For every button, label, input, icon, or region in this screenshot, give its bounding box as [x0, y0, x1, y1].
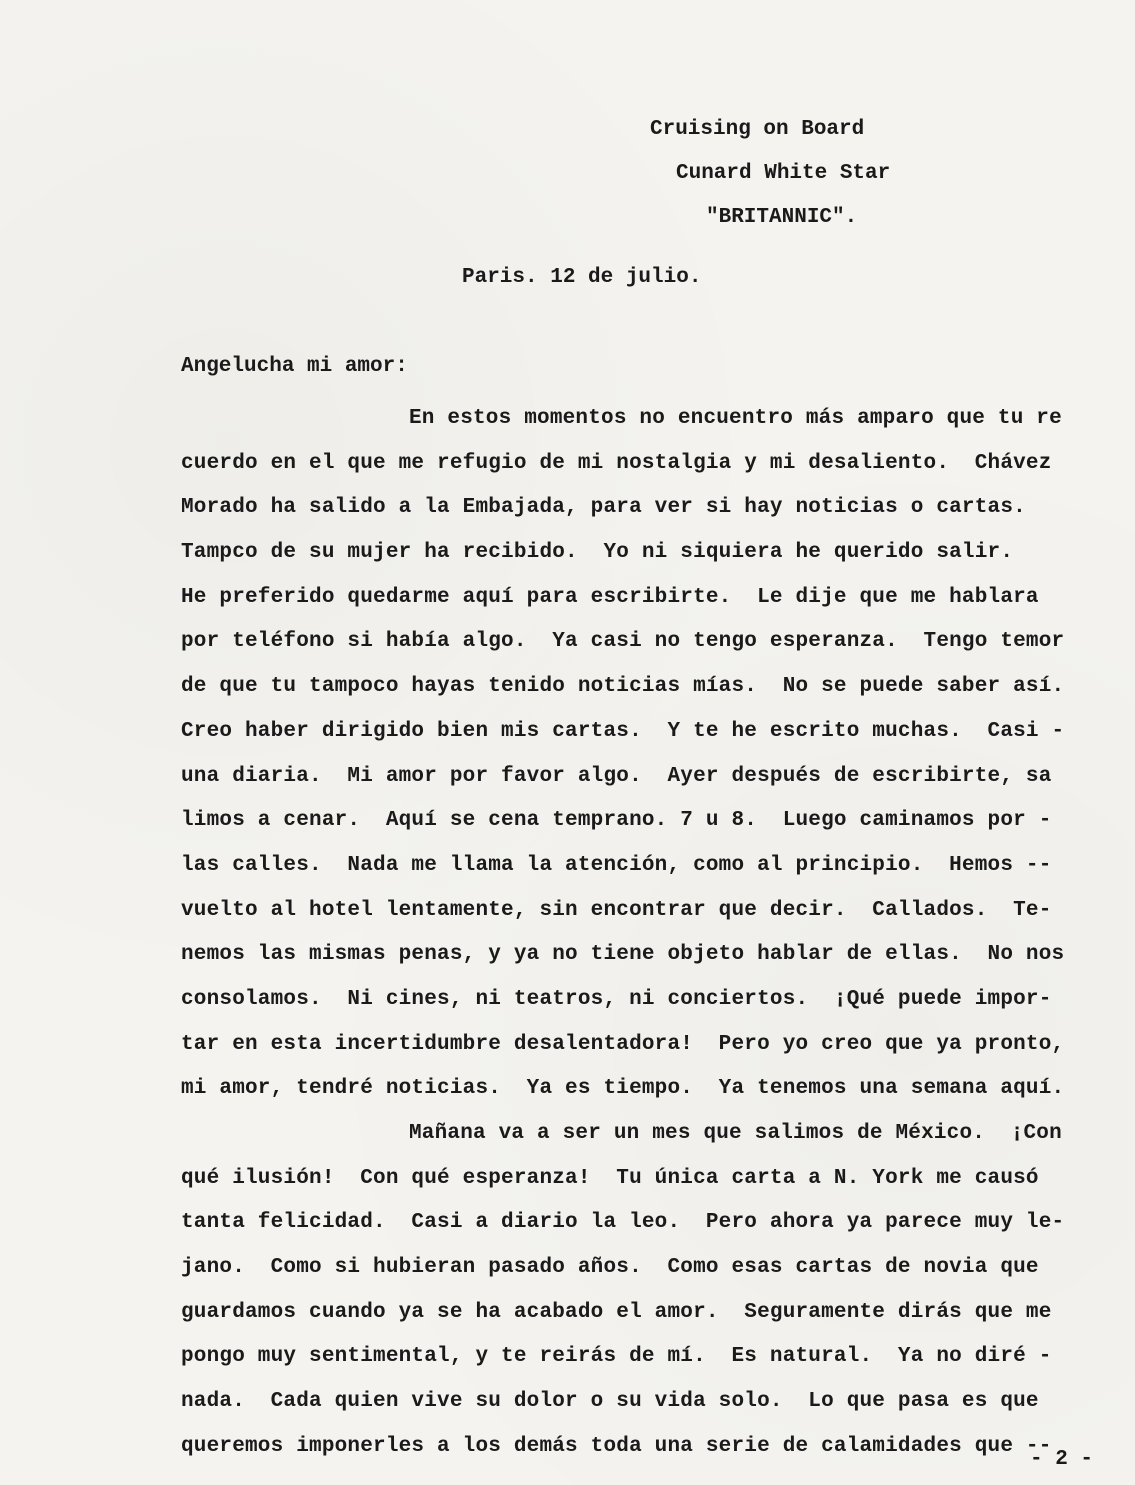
body-line: las calles. Nada me llama la atención, como al principio. Hemos -- — [181, 853, 1052, 877]
body-line: En estos momentos no encuentro más amparo que tu re — [409, 407, 1062, 430]
body-line: nemos las mismas penas, y ya no tiene objeto hablar de ellas. No nos — [181, 943, 1065, 967]
body-line: qué ilusión! Con qué esperanza! Tu única carta a N. York me causó — [181, 1166, 1039, 1190]
body-line: por teléfono si había algo. Ya casi no tengo esperanza. Tengo temor — [181, 630, 1065, 654]
body-line: Tampco de su mujer ha recibido. Yo ni siquiera he querido salir. — [181, 541, 1014, 565]
body-line: guardamos cuando ya se ha acabado el amor. Seguramente dirás que me — [181, 1300, 1052, 1324]
body-line: cuerdo en el que me refugio de mi nostalgia y mi desaliento. Chávez — [181, 451, 1052, 475]
salutation: Angelucha mi amor: — [181, 355, 408, 378]
body-line: consolamos. Ni cines, ni teatros, ni conciertos. ¡Qué puede impor- — [181, 987, 1052, 1011]
letterhead-line-2: Cunard White Star — [676, 162, 891, 185]
body-line: mi amor, tendré noticias. Ya es tiempo. Ya tenemos una semana aquí. — [181, 1077, 1065, 1101]
letterhead-line-3: "BRITANNIC". — [706, 206, 858, 229]
body-line: jano. Como si hubieran pasado años. Como esas cartas de novia que — [181, 1256, 1039, 1280]
letter-body — [181, 397, 1121, 1470]
page-number: - 2 - — [1030, 1448, 1094, 1471]
body-line: Creo haber dirigido bien mis cartas. Y te he escrito muchas. Casi - — [181, 719, 1065, 743]
dateline: Paris. 12 de julio. — [462, 266, 702, 289]
body-line: una diaria. Mi amor por favor algo. Ayer después de escribirte, sa — [181, 764, 1052, 788]
body-line: Morado ha salido a la Embajada, para ver si hay noticias o cartas. — [181, 496, 1026, 520]
body-line: vuelto al hotel lentamente, sin encontrar que decir. Callados. Te- — [181, 898, 1052, 922]
letterhead — [600, 108, 960, 240]
body-line: He preferido quedarme aquí para escribirte. Le dije que me hablara — [181, 585, 1039, 609]
body-line: de que tu tampoco hayas tenido noticias mías. No se puede saber así. — [181, 675, 1065, 699]
body-line: queremos imponerles a los demás toda una serie de calamidades que -- — [181, 1434, 1052, 1458]
body-line: limos a cenar. Aquí se cena temprano. 7 u 8. Luego caminamos por - — [181, 809, 1052, 833]
body-line: tanta felicidad. Casi a diario la leo. Pero ahora ya parece muy le- — [181, 1211, 1065, 1235]
letterhead-line-1: Cruising on Board — [650, 118, 865, 141]
body-line: pongo muy sentimental, y te reirás de mí. Es natural. Ya no diré - — [181, 1345, 1052, 1369]
body-line: tar en esta incertidumbre desalentadora! Pero yo creo que ya pronto, — [181, 1032, 1065, 1056]
body-line: nada. Cada quien vive su dolor o su vida solo. Lo que pasa es que — [181, 1390, 1039, 1414]
body-line: Mañana va a ser un mes que salimos de México. ¡Con — [409, 1122, 1062, 1145]
